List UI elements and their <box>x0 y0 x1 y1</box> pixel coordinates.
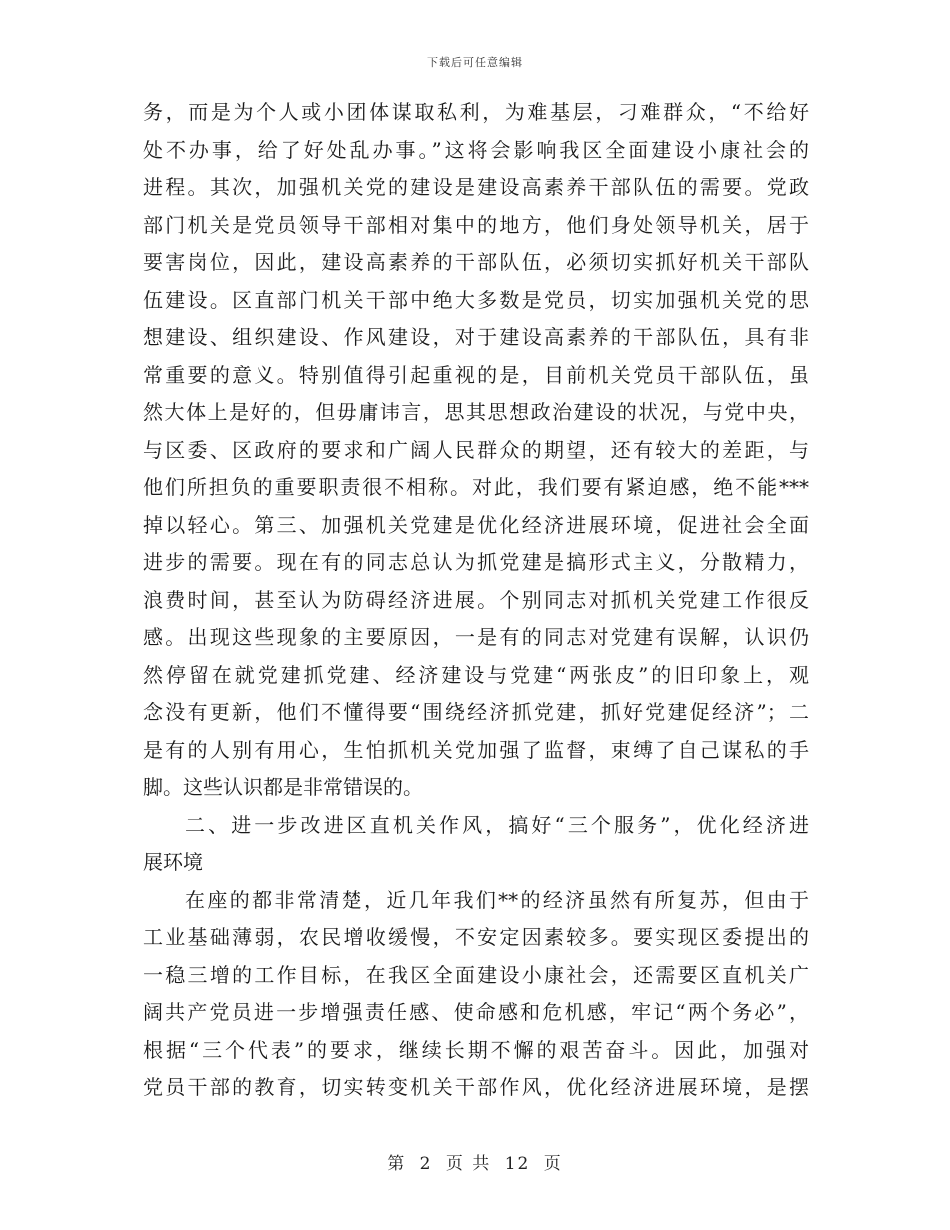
page-number-footer <box>0 1149 950 1174</box>
body-line: 然大体上是好的，但毋庸讳言，思其思想政治建设的状况，与党中央， <box>143 400 809 424</box>
body-line: 伍建设。区直部门机关干部中绝大多数是党员，切实加强机关党的思 <box>143 287 809 312</box>
body-line: 党员干部的教育，切实转变机关干部作风，优化经济进展环境，是摆 <box>143 1075 809 1099</box>
body-line: 念没有更新，他们不懂得要“围绕经济抓党建，抓好党建促经济”；二 <box>143 700 809 724</box>
body-line: 进步的需要。现在有的同志总认为抓党建是搞形式主义，分散精力， <box>143 550 809 574</box>
body-line: 务，而是为个人或小团体谋取私利，为难基层，刁难群众，“不给好 <box>143 100 809 124</box>
body-line: 部门机关是党员领导干部相对集中的地方，他们身处领导机关，居于 <box>143 212 809 237</box>
body-line: 常重要的意义。特别值得引起重视的是，目前机关党员干部队伍，虽 <box>143 362 809 387</box>
current-page-number: 2 <box>419 1154 433 1174</box>
body-line: 阔共产党员进一步增强责任感、使命感和危机感，牢记“两个务必”， <box>143 1000 809 1024</box>
body-line: 进程。其次，加强机关党的建设是建设高素养干部队伍的需要。党政 <box>143 175 809 199</box>
footer-suffix: 页 <box>543 1154 563 1174</box>
body-line: 浪费时间，甚至认为防碍经济进展。个别同志对抓机关党建工作很反 <box>143 587 809 612</box>
footer-prefix: 第 <box>387 1154 407 1174</box>
body-line: 处不办事，给了好处乱办事。”这将会影响我区全面建设小康社会的 <box>143 137 809 162</box>
body-line: 与区委、区政府的要求和广阔人民群众的期望，还有较大的差距，与 <box>143 437 809 462</box>
document-body <box>143 94 809 1107</box>
body-line: 一稳三增的工作目标，在我区全面建设小康社会，还需要区直机关广 <box>143 962 809 987</box>
body-line: 脚。这些认识都是非常错误的。 <box>143 775 423 799</box>
total-page-count: 12 <box>504 1154 531 1174</box>
body-line: 然停留在就党建抓党建、经济建设与党建“两张皮”的旧印象上，观 <box>143 662 809 687</box>
body-line: 想建设、组织建设、作风建设，对于建设高素养的干部队伍，具有非 <box>143 325 809 349</box>
body-line: 感。出现这些现象的主要原因，一是有的同志对党建有误解，认识仍 <box>143 625 809 649</box>
body-line: 在座的都非常清楚，近几年我们**的经济虽然有所复苏，但由于 <box>185 887 809 912</box>
section-heading: 二、进一步改进区直机关作风，搞好“三个服务”，优化经济进 <box>185 812 809 837</box>
header-note: 下载后可任意编辑 <box>427 56 523 69</box>
body-line: 掉以轻心。第三、加强机关党建是优化经济进展环境，促进社会全面 <box>143 512 809 537</box>
body-line: 是有的人别有用心，生怕抓机关党加强了监督，束缚了自己谋私的手 <box>143 737 809 762</box>
body-line: 要害岗位，因此，建设高素养的干部队伍，必须切实抓好机关干部队 <box>143 250 809 274</box>
body-line: 根据“三个代表”的要求，继续长期不懈的艰苦奋斗。因此，加强对 <box>143 1037 809 1062</box>
body-line: 工业基础薄弱，农民增收缓慢，不安定因素较多。要实现区委提出的 <box>143 925 809 949</box>
body-line: 他们所担负的重要职责很不相称。对此，我们要有紧迫感，绝不能*** <box>143 475 809 499</box>
section-heading-continued: 展环境 <box>143 850 203 874</box>
footer-middle: 页 共 <box>445 1154 492 1174</box>
